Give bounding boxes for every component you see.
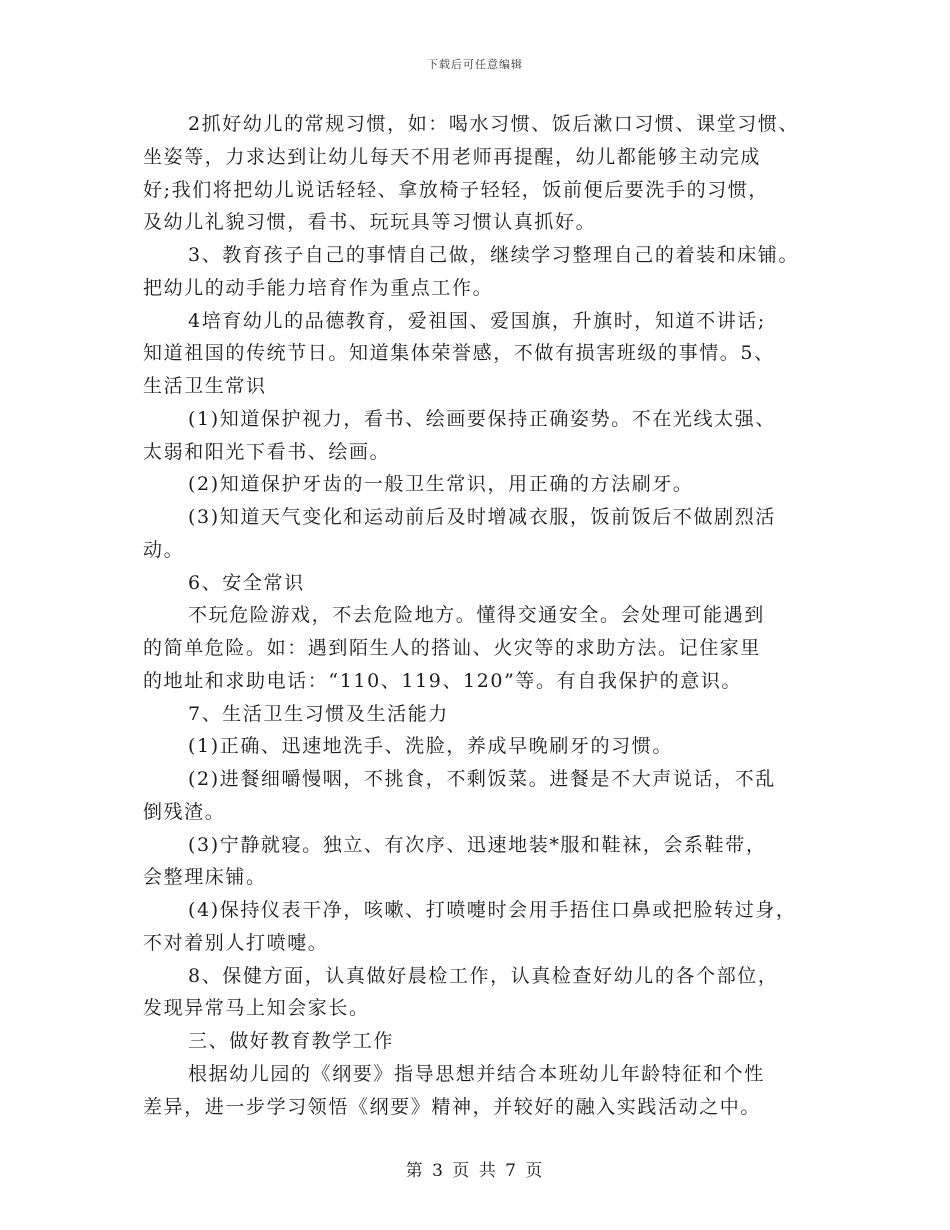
text-line: 会整理床铺。 [143,866,267,888]
text-line: (4)保持仪表干净，咳嗽、打喷嚏时会用手捂住口鼻或把脸转过身， [188,899,797,921]
text-line: (2)知道保护牙齿的一般卫生常识，用正确的方法刷牙。 [188,473,694,495]
text-line: 不玩危险游戏，不去危险地方。懂得交通安全。会处理可能遇到 [188,604,765,626]
text-line: (3)知道天气变化和运动前后及时增减衣服，饭前饭后不做剧烈活 [188,506,776,528]
text-line: 的简单危险。如：遇到陌生人的搭讪、火灾等的求助方法。记住家里 [143,637,762,659]
text-line: 8、保健方面，认真做好晨检工作，认真检查好幼儿的各个部位， [188,965,779,987]
text-line: 不对着别人打喷嚏。 [143,932,329,954]
text-line: (3)宁静就寝。独立、有次序、迅速地装*服和鞋袜，会系鞋带， [188,834,767,856]
text-line: 及幼儿礼貌习惯，看书、玩玩具等习惯认真抓好。 [143,211,597,233]
text-line: 的地址和求助电话：“110、119、120”等。有自我保护的意识。 [143,670,743,692]
text-line: 三、做好教育教学工作 [188,1030,395,1052]
text-line: 7、生活卫生习惯及生活能力 [188,703,449,725]
text-line: 知道祖国的传统节日。知道集体荣誉感，不做有损害班级的事情。5、 [143,342,775,364]
text-line: (2)进餐细嚼慢咽，不挑食，不剩饭菜。进餐是不大声说话，不乱 [188,768,776,790]
page-header: 下载后可任意编辑 [427,58,523,71]
text-line: 4培育幼儿的品德教育，爱祖国、爱国旗，升旗时，知道不讲话; [188,310,766,332]
text-line: 根据幼儿园的《纲要》指导思想并结合本班幼儿年龄特征和个性 [188,1063,765,1085]
text-line: 差异，进一步学习领悟《纲要》精神，并较好的融入实践活动之中。 [143,1096,762,1118]
text-line: 6、安全常识 [188,572,305,594]
text-line: 倒残渣。 [143,801,226,823]
text-line: (1)正确、迅速地洗手、洗脸，养成早晚刷牙的习惯。 [188,735,673,757]
text-line: 太弱和阳光下看书、绘画。 [143,441,391,463]
text-line: 生活卫生常识 [143,375,267,397]
text-line: 坐姿等，力求达到让幼儿每天不用老师再提醒，幼儿都能够主动完成 [143,146,762,168]
text-line: 3、教育孩子自己的事情自己做，继续学习整理自己的着装和床铺。 [188,244,800,266]
text-line: 把幼儿的动手能力培育作为重点工作。 [143,277,494,299]
text-line: 发现异常马上知会家长。 [143,997,370,1019]
text-line: 2抓好幼儿的常规习惯，如：喝水习惯、饭后漱口习惯、课堂习惯、 [188,113,800,135]
text-line: 动。 [143,539,185,561]
page-footer: 第 3 页 共 7 页 [405,1161,545,1181]
text-line: (1)知道保护视力，看书、绘画要保持正确姿势。不在光线太强、 [188,408,776,430]
text-line: 好;我们将把幼儿说话轻轻、拿放椅子轻轻，饭前便后要洗手的习惯， [143,179,770,201]
